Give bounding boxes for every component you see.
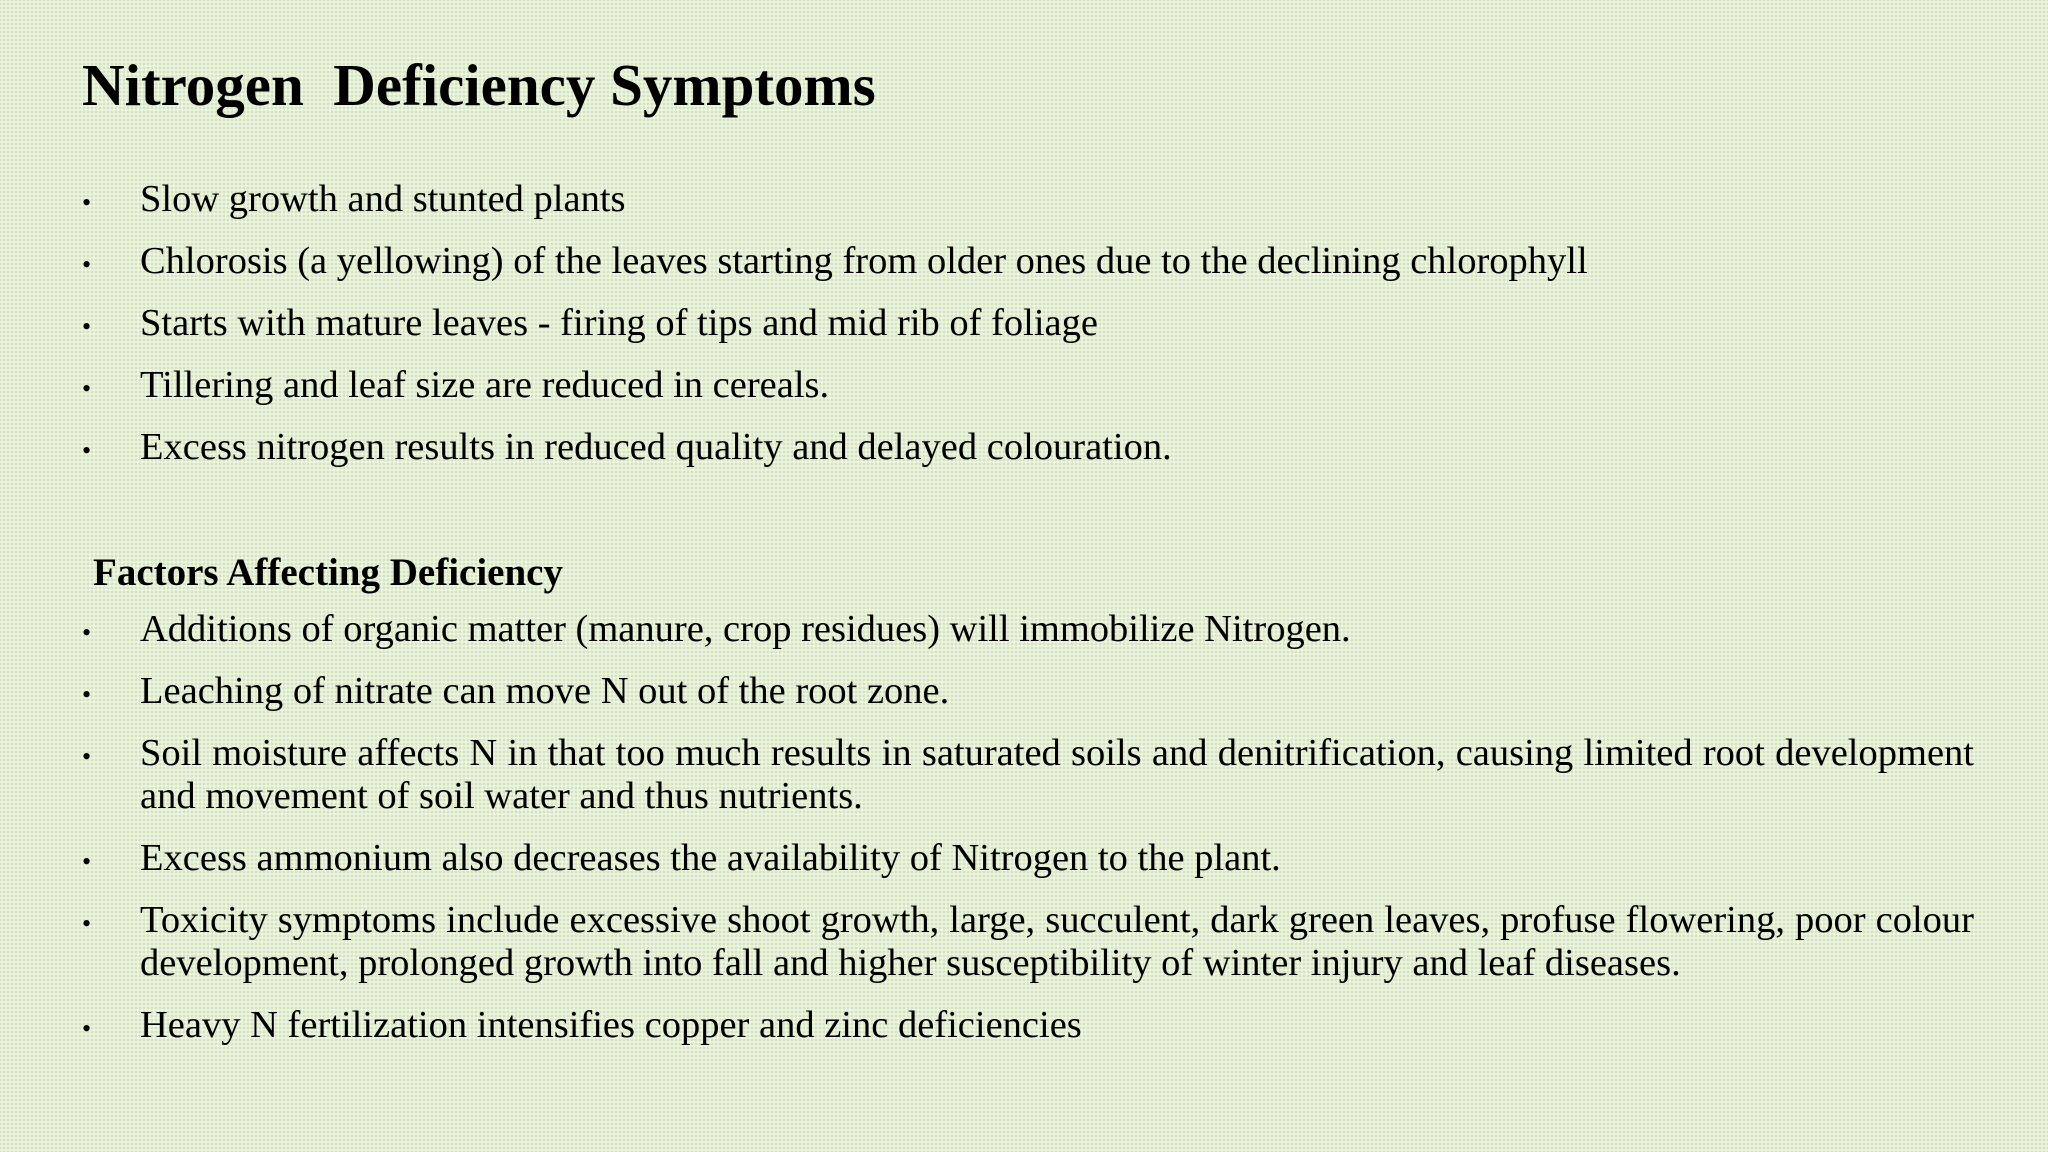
bullet-icon: • [82, 312, 92, 341]
factor-text: Heavy N fertilization intensifies copper and zinc deficiencies [140, 1004, 1082, 1046]
symptom-text: Excess nitrogen results in reduced quality and delayed colouration. [140, 426, 1172, 468]
factor-text: Toxicity symptoms include excessive shoot growth, large, succulent, dark green leaves, profuse flowering, poor colour development, prolonged growth into fall and higher susceptibility of winter injury and leaf diseases. [140, 899, 1974, 984]
list-item [82, 240, 1974, 283]
factors-list [82, 608, 1974, 1047]
factor-text: Additions of organic matter (manure, crop residues) will immobilize Nitrogen. [140, 608, 1351, 650]
symptom-text: Starts with mature leaves - firing of tips and mid rib of foliage [140, 302, 1098, 344]
bullet-icon: • [82, 618, 92, 647]
list-item [82, 899, 1974, 985]
factor-text: Excess ammonium also decreases the availability of Nitrogen to the plant. [140, 837, 1281, 879]
list-item [82, 732, 1974, 818]
factor-text: Soil moisture affects N in that too much results in saturated soils and denitrification, causing limited root development and movement of soil water and thus nutrients. [140, 732, 1974, 817]
bullet-icon: • [82, 188, 92, 217]
symptom-text: Slow growth and stunted plants [140, 178, 626, 220]
symptoms-list [82, 178, 1974, 469]
factors-heading: Factors Affecting Deficiency [93, 551, 563, 594]
bullet-icon: • [82, 742, 92, 771]
list-item [82, 837, 1974, 880]
slide-title: Nitrogen Deficiency Symptoms [82, 52, 876, 118]
list-item [82, 364, 1974, 407]
bullet-icon: • [82, 909, 92, 938]
list-item [82, 670, 1974, 713]
list-item [82, 608, 1974, 651]
bullet-icon: • [82, 374, 92, 403]
symptom-text: Tillering and leaf size are reduced in cereals. [140, 364, 830, 406]
list-item [82, 426, 1974, 469]
factor-text: Leaching of nitrate can move N out of the root zone. [140, 670, 950, 712]
bullet-icon: • [82, 250, 92, 279]
list-item [82, 1004, 1974, 1047]
list-item [82, 302, 1974, 345]
symptom-text: Chlorosis (a yellowing) of the leaves starting from older ones due to the declining chlorophyll [140, 240, 1588, 282]
bullet-icon: • [82, 1014, 92, 1043]
list-item [82, 178, 1974, 221]
bullet-icon: • [82, 680, 92, 709]
bullet-icon: • [82, 436, 92, 465]
bullet-icon: • [82, 847, 92, 876]
